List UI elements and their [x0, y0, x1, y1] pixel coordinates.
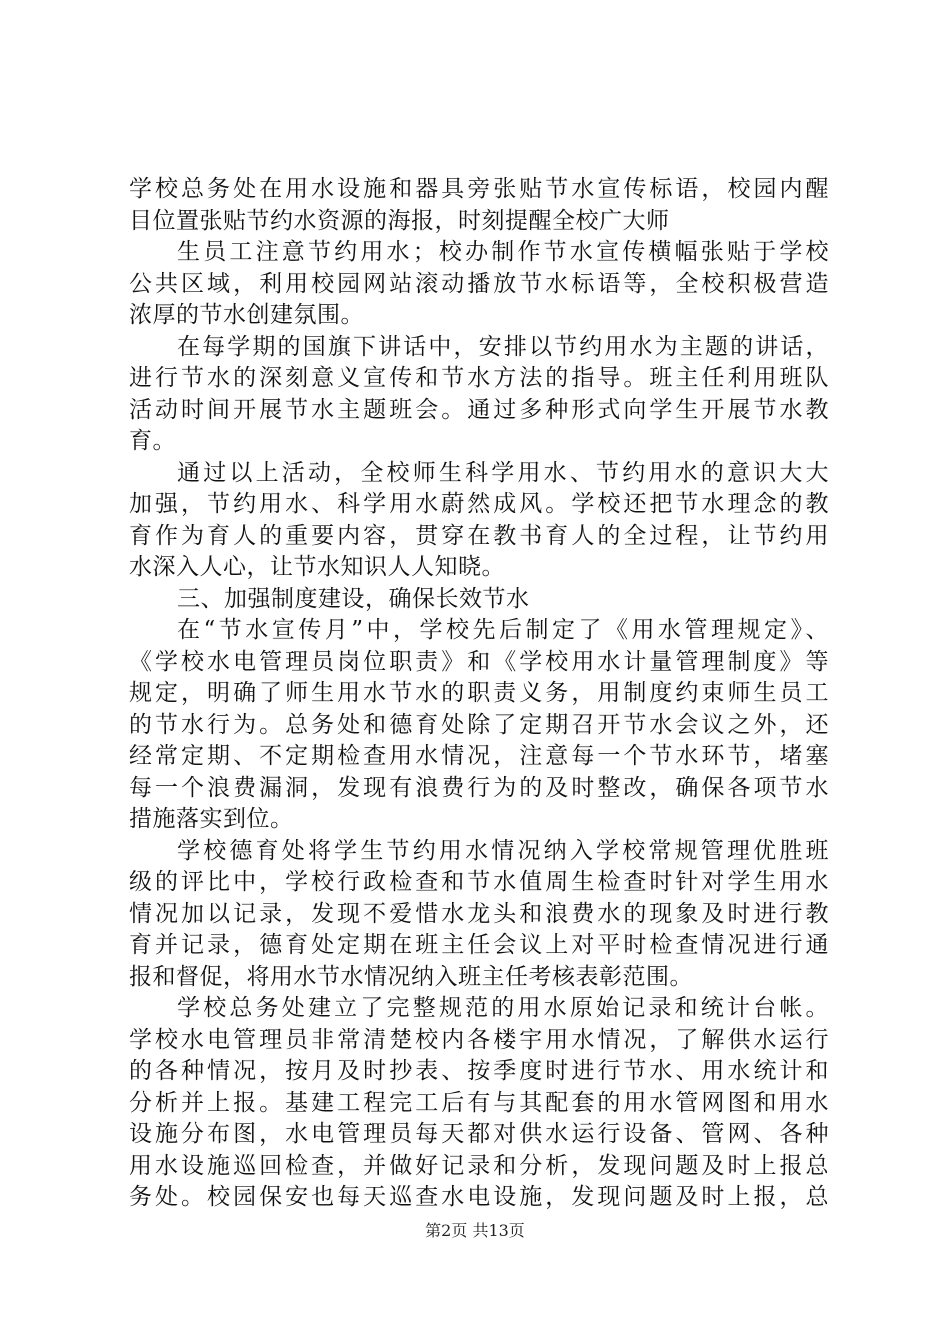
text-line: 级的评比中，学校行政检查和节水值周生检查时针对学生用水 [129, 869, 829, 895]
text-line: 每一个浪费漏洞，发现有浪费行为的及时整改，确保各项节水 [129, 774, 829, 801]
text-line: 《学校水电管理员岗位职责》和《学校用水计量管理制度》等 [129, 648, 829, 675]
text-line: 通过以上活动，全校师生科学用水、节约用水的意识大大 [177, 459, 829, 486]
document-body [129, 174, 829, 1214]
text-line: 分析并上报。基建工程完工后有与其配套的用水管网图和用水 [129, 1089, 829, 1116]
text-line: 经常定期、不定期检查用水情况，注意每一个节水环节，堵塞 [129, 743, 829, 769]
text-line: 浓厚的节水创建氛围。 [129, 302, 364, 328]
text-line: 活动时间开展节水主题班会。通过多种形式向学生开展节水教 [129, 396, 829, 423]
text-line: 在“节水宣传月”中，学校先后制定了《用水管理规定》、 [177, 617, 829, 643]
text-line: 在每学期的国旗下讲话中，安排以节约用水为主题的讲话， [177, 333, 829, 360]
text-line: 进行节水的深刻意义宣传和节水方法的指导。班主任利用班队 [129, 365, 829, 391]
text-line: 的各种情况，按月及时抄表、按季度时进行节水、用水统计和 [129, 1058, 829, 1084]
text-line: 的节水行为。总务处和德育处除了定期召开节水会议之外，还 [129, 711, 829, 738]
text-line: 三、加强制度建设，确保长效节水 [177, 585, 530, 612]
text-line: 学校德育处将学生节约用水情况纳入学校常规管理优胜班 [177, 837, 829, 864]
text-line: 情况加以记录，发现不爱惜水龙头和浪费水的现象及时进行教 [129, 900, 829, 927]
text-line: 目位置张贴节约水资源的海报，时刻提醒全校广大师 [129, 207, 670, 234]
page-number-footer: 第2页 共13页 [425, 1221, 525, 1240]
text-line: 务处。校园保安也每天巡查水电设施，发现问题及时上报，总 [129, 1184, 829, 1210]
text-line: 水深入人心，让节水知识人人知晓。 [129, 554, 505, 580]
text-line: 学校总务处建立了完整规范的用水原始记录和统计台帐。 [177, 995, 829, 1021]
text-line: 育。 [129, 428, 176, 454]
text-line: 学校总务处在用水设施和器具旁张贴节水宣传标语，校园内醒 [129, 176, 829, 202]
text-line: 生员工注意节约用水；校办制作节水宣传横幅张贴于学校 [177, 239, 829, 265]
text-line: 学校水电管理员非常清楚校内各楼宇用水情况，了解供水运行 [129, 1026, 829, 1053]
text-line: 公共区域，利用校园网站滚动播放节水标语等，全校积极营造 [129, 270, 829, 297]
text-line: 措施落实到位。 [129, 806, 294, 832]
text-line: 设施分布图，水电管理员每天都对供水运行设备、管网、各种 [129, 1121, 829, 1147]
text-line: 规定，明确了师生用水节水的职责义务，用制度约束师生员工 [129, 680, 829, 706]
text-line: 加强，节约用水、科学用水蔚然成风。学校还把节水理念的教 [129, 491, 829, 517]
text-line: 育并记录，德育处定期在班主任会议上对平时检查情况进行通 [129, 932, 829, 958]
text-line: 育作为育人的重要内容，贯穿在教书育人的全过程，让节约用 [129, 522, 829, 549]
text-line: 用水设施巡回检查，并做好记录和分析，发现问题及时上报总 [129, 1152, 829, 1179]
text-line: 报和督促，将用水节水情况纳入班主任考核表彰范围。 [129, 963, 693, 990]
